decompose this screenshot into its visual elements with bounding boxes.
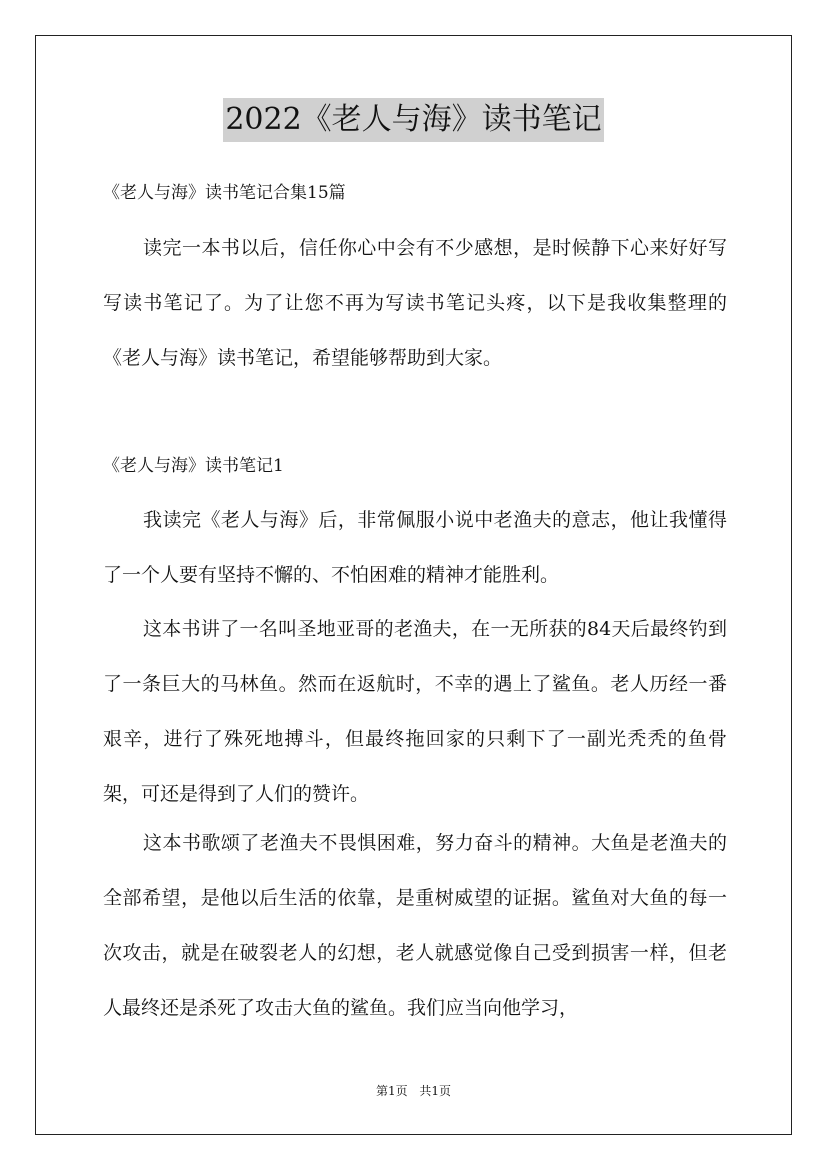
intro-paragraph: 读完一本书以后，信任你心中会有不少感想，是时候静下心来好好写写读书笔记了。为了让您不再为写读书笔记头疼，以下是我收集整理的《老人与海》读书笔记，希望能够帮助到大家。 (103, 237, 727, 369)
body-paragraph: 这本书歌颂了老渔夫不畏惧困难，努力奋斗的精神。大鱼是老渔夫的全部希望，是他以后生活的依靠，是重树威望的证据。鲨鱼对大鱼的每一次攻击，就是在破裂老人的幻想，老人就感觉像自己受到损害一样，但老人最终还是杀死了攻击大鱼的鲨鱼。我们应当向他学习， (103, 832, 727, 1019)
document-subtitle: 《老人与海》读书笔记合集15篇 (103, 183, 346, 203)
title-container (0, 98, 827, 142)
body-paragraph: 我读完《老人与海》后，非常佩服小说中老渔夫的意志，他让我懂得了一个人要有坚持不懈的、不怕困难的精神才能胜利。 (103, 509, 727, 586)
section-heading: 《老人与海》读书笔记1 (103, 456, 284, 476)
document-title: 2022《老人与海》读书笔记 (223, 98, 603, 142)
page-footer (0, 1082, 827, 1100)
body-paragraph: 这本书讲了一名叫圣地亚哥的老渔夫，在一无所获的84天后最终钓到了一条巨大的马林鱼。然而在返航时，不幸的遇上了鲨鱼。老人历经一番艰辛，进行了殊死地搏斗，但最终拖回家的只剩下了一副光秃秃的鱼骨架，可还是得到了人们的赞许。 (103, 618, 727, 805)
page-number: 第1页 (375, 1084, 408, 1098)
page-total: 共1页 (419, 1084, 452, 1098)
